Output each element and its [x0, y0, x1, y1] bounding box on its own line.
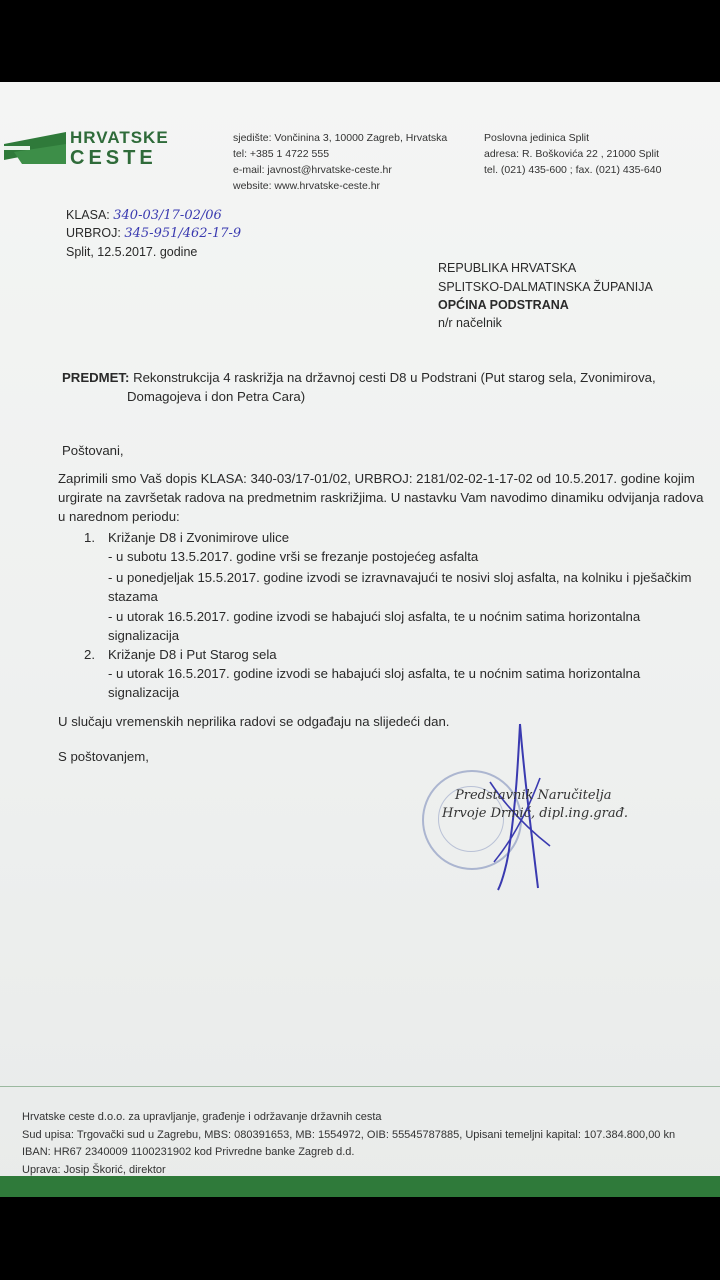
urbroj-handwritten: 345-951/462-17-9	[124, 226, 242, 241]
item-line: - u utorak 16.5.2017. godine izvodi se habajući sloj asfalta, te u noćnim satima horizontalna	[108, 666, 641, 681]
unit-tel-fax: tel. (021) 435-600 ; fax. (021) 435-640	[484, 164, 662, 176]
weather-note: U slučaju vremenskih neprilika radovi se odgađaju na slijedeći dan.	[58, 714, 450, 729]
recipient-line2: SPLITSKO-DALMATINSKA ŽUPANIJA	[438, 280, 653, 294]
footer-line1: Hrvatske ceste d.o.o. za upravljanje, građenje i održavanje državnih cesta	[22, 1111, 382, 1123]
logo-line1: HRVATSKE	[70, 128, 169, 147]
place-date: Split, 12.5.2017. godine	[66, 245, 198, 259]
greeting: Poštovani,	[62, 443, 124, 458]
seat-address: sjedište: Vončinina 3, 10000 Zagreb, Hrvatska	[233, 132, 448, 144]
urbroj-row	[66, 224, 241, 243]
item-title: Križanje D8 i Put Starog sela	[108, 647, 277, 662]
item-line: - u utorak 16.5.2017. godine izvodi se habajući sloj asfalta, te u noćnim satima horizontalna	[108, 609, 641, 624]
item-line: stazama	[108, 589, 158, 604]
klasa-handwritten: 340-03/17-02/06	[113, 208, 222, 223]
unit-name: Poslovna jedinica Split	[484, 132, 590, 144]
letter-page	[0, 82, 720, 1197]
closing: S poštovanjem,	[58, 749, 149, 764]
subject-label: PREDMET:	[62, 370, 130, 385]
intro-line: u narednom periodu:	[58, 509, 180, 524]
signatory-name: Hrvoje Drmić, dipl.ing.građ.	[442, 806, 629, 821]
item-title: Križanje D8 i Zvonimirove ulice	[108, 530, 290, 545]
footer-line2: Sud upisa: Trgovački sud u Zagrebu, MBS: 080391653, MB: 1554972, OIB: 55545787885, Upisani temeljni kapital: 107.384.800,00 kn	[22, 1128, 676, 1141]
item-line: signalizacija	[108, 685, 180, 700]
klasa-label: KLASA:	[66, 208, 110, 222]
subject-text-2: Domagojeva i don Petra Cara)	[127, 389, 306, 404]
company-logo-text	[70, 128, 169, 168]
item-line: signalizacija	[108, 628, 180, 643]
footer-line3: IBAN: HR67 2340009 1100231902 kod Privredne banke Zagreb d.d.	[22, 1146, 355, 1158]
item-number: 2.	[84, 647, 95, 662]
item-line: - u ponedjeljak 15.5.2017. godine izvodi se izravnavajući te nosivi sloj asfalta, na kolniku i pješačkim	[108, 570, 692, 585]
signatory-role: Predstavnik Naručitelja	[455, 788, 612, 803]
header-contact-block	[233, 130, 447, 194]
subject-text-1: Rekonstrukcija 4 raskrižja na državnoj cesti D8 u Podstrani (Put starog sela, Zvonimirova,	[133, 370, 656, 385]
recipient-line4: n/r načelnik	[438, 316, 502, 330]
header-unit-block	[484, 130, 661, 178]
intro-line: Zaprimili smo Vaš dopis KLASA: 340-03/17-01/02, URBROJ: 2181/02-02-1-17-02 od 10.5.2017. godine kojim	[58, 471, 695, 486]
subject-line1	[62, 368, 656, 387]
item-number: 1.	[84, 530, 95, 545]
footer-green-bar	[0, 1176, 720, 1197]
urbroj-label: URBROJ:	[66, 226, 121, 240]
logo-line2: CESTE	[70, 147, 157, 169]
footer-line4: Uprava: Josip Škorić, direktor	[22, 1163, 166, 1176]
item-line: - u subotu 13.5.2017. godine vrši se frezanje postojećeg asfalta	[108, 549, 479, 564]
unit-address: adresa: R. Boškovića 22 , 21000 Split	[484, 148, 660, 160]
klasa-row	[66, 206, 222, 225]
header-website: website: www.hrvatske-ceste.hr	[233, 180, 381, 192]
recipient-line1: REPUBLIKA HRVATSKA	[438, 261, 577, 275]
footer-divider	[0, 1086, 720, 1087]
header-email: e-mail: javnost@hrvatske-ceste.hr	[233, 164, 392, 176]
intro-line: urgirate na završetak radova na predmetnim raskrižjima. U nastavku Vam navodimo dinamiku odvijanja radova	[58, 490, 704, 505]
footer-block	[22, 1109, 675, 1179]
header-tel: tel: +385 1 4722 555	[233, 148, 330, 160]
recipient-line3: OPĆINA PODSTRANA	[438, 298, 569, 312]
hrvatske-ceste-logo-icon	[4, 130, 66, 166]
